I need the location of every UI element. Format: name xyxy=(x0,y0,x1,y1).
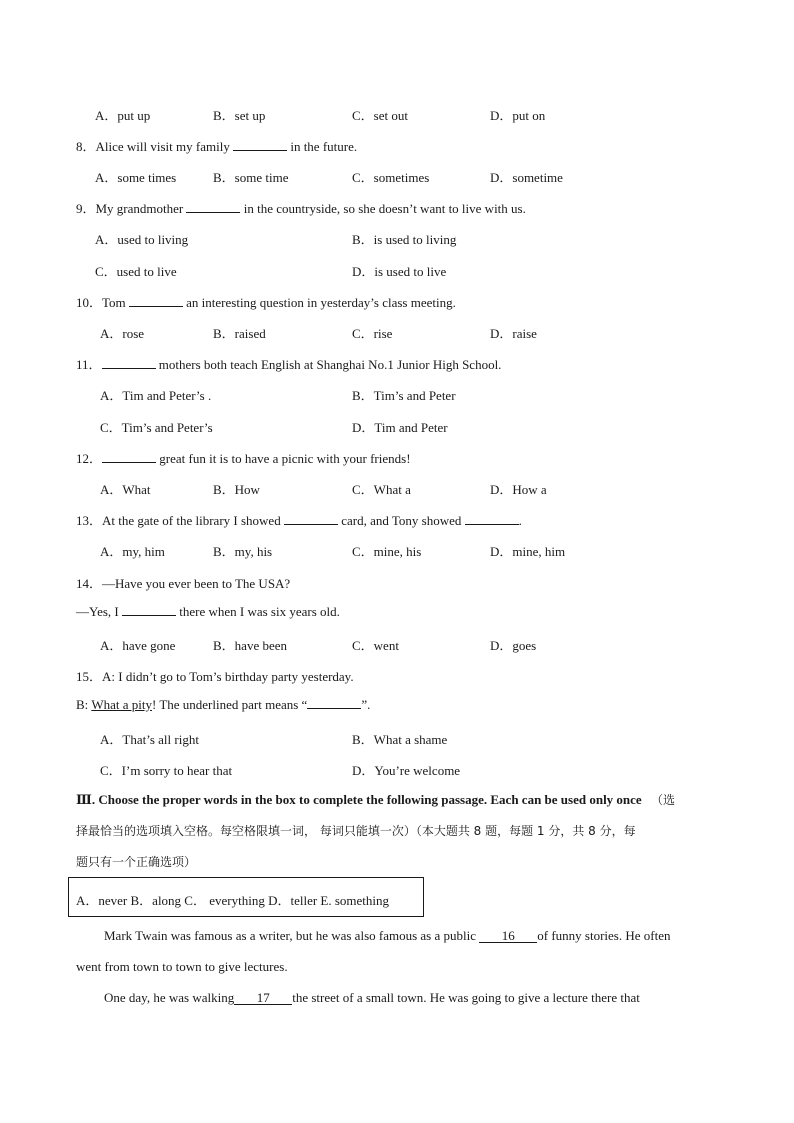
q15-stem-mid: ! The underlined part means “ xyxy=(151,697,308,712)
q13-option-b: B．my, his xyxy=(213,544,273,559)
q12-stem-post: great fun it is to have a picnic with your friends! xyxy=(159,451,411,466)
q12-option-b: B．How xyxy=(213,482,260,497)
numbered-blank-17: 17 xyxy=(234,991,292,1005)
q9-stem xyxy=(76,198,526,217)
q8-option-d: D．sometime xyxy=(490,170,563,185)
q13-option-d: D．mine, him xyxy=(490,544,566,559)
q9-option-b: B．is used to living xyxy=(352,232,457,247)
numbered-blank-16: 16 xyxy=(479,929,537,943)
passage-p2-post: the street of a small town. He was going to give a lecture there that xyxy=(292,990,640,1005)
q13-option-c: C．mine, his xyxy=(352,544,422,559)
q13-option-a: A．my, him xyxy=(100,544,165,559)
answer-blank xyxy=(102,357,156,369)
q15-stem-post: ”. xyxy=(361,697,371,712)
passage-paragraph-2-line1 xyxy=(104,990,640,1006)
q10-stem-pre: 10．Tom xyxy=(76,295,126,310)
q8-option-b: B．some time xyxy=(213,170,289,185)
q12-stem xyxy=(76,448,411,467)
q12-option-a: A．What xyxy=(100,482,151,497)
word-choice-list: A．never B．along C． everything D．teller E. something xyxy=(76,893,390,908)
q12-stem-pre: 12． xyxy=(76,451,103,466)
q7-option-d: D．put on xyxy=(490,108,546,123)
q14-stem-post: there when I was six years old. xyxy=(179,604,340,619)
q8-option-a: A．some times xyxy=(95,170,177,185)
q15-stem-line1: 15．A: I didn’t go to Tom’s birthday party yesterday. xyxy=(76,669,354,684)
q11-option-d: D．Tim and Peter xyxy=(352,420,448,435)
q14-stem-line1: 14．—Have you ever been to The USA? xyxy=(76,576,291,591)
q9-option-c: C．used to live xyxy=(95,264,177,279)
q7-option-b: B．set up xyxy=(213,108,266,123)
passage-paragraph-1-line2: went from town to town to give lectures. xyxy=(76,959,288,974)
q11-stem-post: mothers both teach English at Shanghai No.1 Junior High School. xyxy=(158,357,502,372)
section3-heading-line1 xyxy=(76,791,675,808)
q15-option-b: B．What a shame xyxy=(352,732,448,747)
q15-option-d: D．You’re welcome xyxy=(352,763,461,778)
q15-stem-pre: B: xyxy=(76,697,89,712)
section3-title-cn-part1: （选 xyxy=(650,793,675,807)
q9-stem-pre: 9．My grandmother xyxy=(76,201,184,216)
q9-stem-post: in the countryside, so she doesn’t want to live with us. xyxy=(243,201,526,216)
q10-option-a: A．rose xyxy=(100,326,145,341)
q15-stem-line2 xyxy=(76,697,370,713)
section3-heading-line3: 题只有一个正确选项） xyxy=(76,855,197,869)
q8-stem-post: in the future. xyxy=(290,139,358,154)
q11-option-b: B．Tim’s and Peter xyxy=(352,388,456,403)
q13-stem-pre: 13．At the gate of the library I showed xyxy=(76,513,281,528)
section3-heading-line2: 择最恰当的选项填入空格。每空格限填一词， 每词只能填一次）（本大题共 8 题，每题 1 分，共 8 分，每 xyxy=(76,824,636,838)
answer-blank xyxy=(129,295,183,307)
q11-stem-pre: 11． xyxy=(76,357,102,372)
q10-option-d: D．raise xyxy=(490,326,537,341)
passage-p2-pre: One day, he was walking xyxy=(104,990,235,1005)
q8-stem-pre: 8．Alice will visit my family xyxy=(76,139,230,154)
q15-option-a: A．That’s all right xyxy=(100,732,199,747)
q13-stem-mid: card, and Tony showed xyxy=(341,513,462,528)
answer-blank xyxy=(122,604,176,616)
q11-option-a: A．Tim and Peter’s . xyxy=(100,388,212,403)
q11-stem xyxy=(76,354,501,373)
passage-p1-pre: Mark Twain was famous as a writer, but he was also famous as a public xyxy=(104,928,476,943)
section3-title-en: Ⅲ. Choose the proper words in the box to complete the following passage. Each can be used only once xyxy=(76,792,642,807)
q9-option-d: D．is used to live xyxy=(352,264,447,279)
answer-blank xyxy=(186,201,240,213)
q10-option-c: C．rise xyxy=(352,326,393,341)
q9-option-a: A．used to living xyxy=(95,232,189,247)
q14-option-d: D．goes xyxy=(490,638,537,653)
answer-blank xyxy=(102,451,156,463)
q10-stem-post: an interesting question in yesterday’s class meeting. xyxy=(186,295,456,310)
q14-stem-line2 xyxy=(76,604,340,620)
answer-blank xyxy=(284,513,338,525)
q14-option-c: C．went xyxy=(352,638,399,653)
q7-option-c: C．set out xyxy=(352,108,408,123)
answer-blank xyxy=(465,513,519,525)
q11-option-c: C．Tim’s and Peter’s xyxy=(100,420,213,435)
q10-stem xyxy=(76,292,456,311)
q7-option-a: A．put up xyxy=(95,108,151,123)
q15-option-c: C．I’m sorry to hear that xyxy=(100,763,233,778)
q12-option-d: D．How a xyxy=(490,482,547,497)
q8-option-c: C．sometimes xyxy=(352,170,430,185)
answer-blank xyxy=(307,697,361,709)
q10-option-b: B．raised xyxy=(213,326,266,341)
q8-stem xyxy=(76,136,357,155)
q12-option-c: C．What a xyxy=(352,482,411,497)
q14-stem-pre: —Yes, I xyxy=(76,604,119,619)
q14-option-a: A．have gone xyxy=(100,638,176,653)
word-choice-box xyxy=(68,877,424,917)
answer-blank xyxy=(233,139,287,151)
q14-option-b: B．have been xyxy=(213,638,288,653)
passage-paragraph-1-line1 xyxy=(104,928,670,944)
q13-stem xyxy=(76,510,522,529)
q15-underlined-phrase: What a pity xyxy=(91,697,152,712)
passage-p1-post: of funny stories. He often xyxy=(537,928,671,943)
q13-stem-post: . xyxy=(518,513,522,528)
